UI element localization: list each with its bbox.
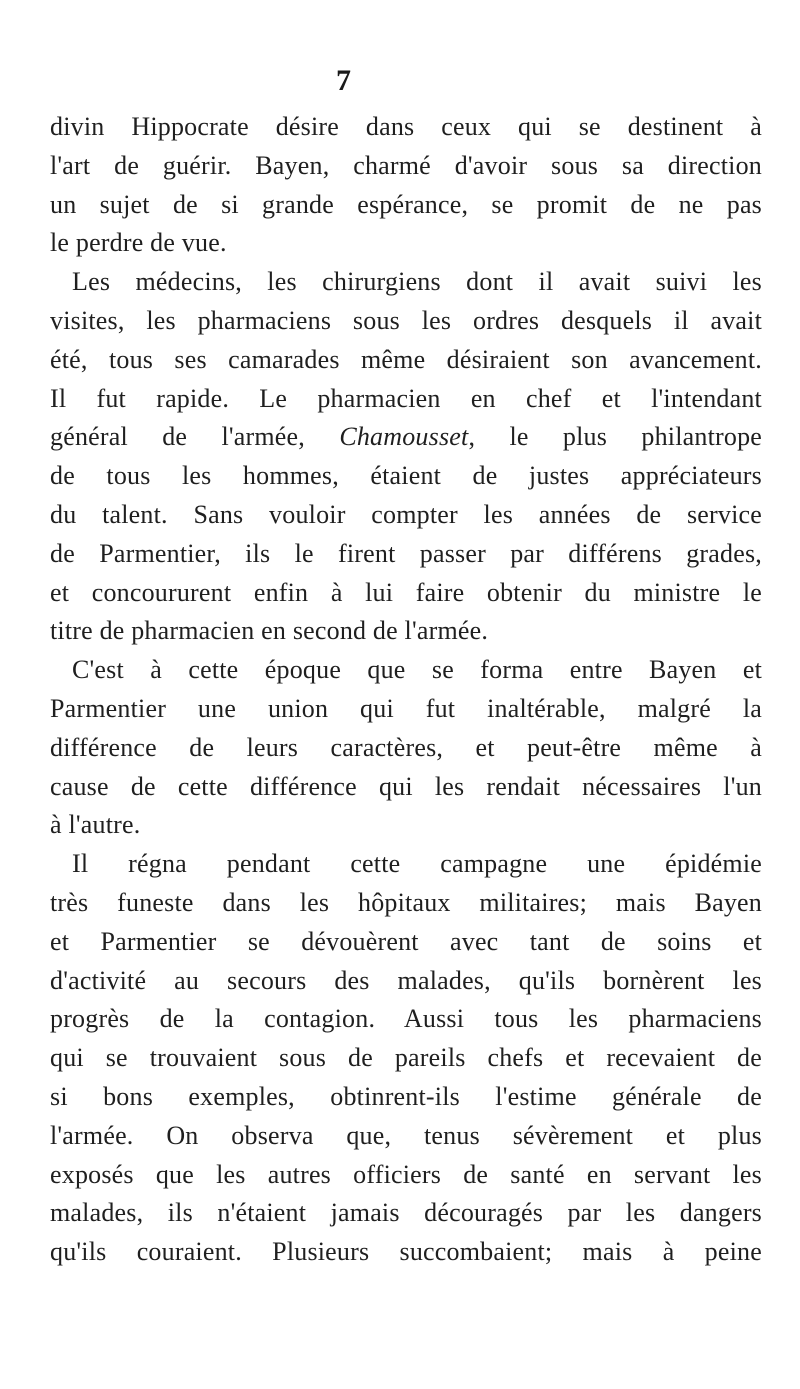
text-line: le perdre de vue.	[50, 228, 227, 258]
text-line: très funeste dans les hôpitaux militaires; mais Bayen	[50, 887, 762, 917]
text-line: différence de leurs caractères, et peut-être même à	[50, 732, 762, 762]
text-line: été, tous ses camarades même désiraient son avancement.	[50, 344, 762, 374]
text-line: exposés que les autres officiers de santé en servant les	[50, 1159, 762, 1189]
text-line: Parmentier une union qui fut inaltérable, malgré la	[50, 693, 762, 723]
text-line: cause de cette différence qui les rendait nécessaires l'un	[50, 771, 762, 801]
text-line: d'activité au secours des malades, qu'ils bornèrent les	[50, 965, 762, 995]
text-line: C'est à cette époque que se forma entre Bayen et	[72, 655, 762, 685]
text-line: l'art de guérir. Bayen, charmé d'avoir sous sa direction	[50, 150, 762, 180]
text-line: malades, ils n'étaient jamais découragés par les dangers	[50, 1198, 762, 1228]
text-line: et Parmentier se dévouèrent avec tant de soins et	[50, 926, 762, 956]
text-line: à l'autre.	[50, 810, 141, 840]
text-line: progrès de la contagion. Aussi tous les pharmaciens	[50, 1004, 762, 1034]
text-line: qui se trouvaient sous de pareils chefs et recevaient de	[50, 1043, 762, 1073]
page-number: 7	[336, 64, 351, 97]
italic-name: Chamousset	[339, 422, 469, 452]
text-line: et concoururent enfin à lui faire obtenir du ministre le	[50, 577, 762, 607]
text-line: du talent. Sans vouloir compter les années de service	[50, 499, 762, 529]
text-line: Il fut rapide. Le pharmacien en chef et l'intendant	[50, 383, 762, 413]
text-line: de Parmentier, ils le firent passer par différens grades,	[50, 538, 762, 568]
text-line: divin Hippocrate désire dans ceux qui se destinent à	[50, 112, 762, 141]
text-segment: , le plus philantrope	[468, 422, 763, 452]
text-line: si bons exemples, obtinrent-ils l'estime générale de	[50, 1081, 762, 1111]
body-text	[50, 108, 762, 1272]
text-line: de tous les hommes, étaient de justes appréciateurs	[50, 461, 762, 491]
text-line: l'armée. On observa que, tenus sévèrement et plus	[50, 1120, 762, 1150]
text-line: visites, les pharmaciens sous les ordres desquels il avait	[50, 305, 762, 335]
text-segment: général de l'armée,	[50, 422, 340, 452]
text-line: Les médecins, les chirurgiens dont il avait suivi les	[72, 267, 762, 297]
text-line: qu'ils couraient. Plusieurs succombaient; mais à peine	[50, 1237, 762, 1267]
text-line: Il régna pendant cette campagne une épidémie	[72, 849, 762, 879]
text-line: titre de pharmacien en second de l'armée.	[50, 616, 489, 646]
text-line	[50, 418, 762, 457]
text-line: un sujet de si grande espérance, se promit de ne pas	[50, 189, 762, 219]
